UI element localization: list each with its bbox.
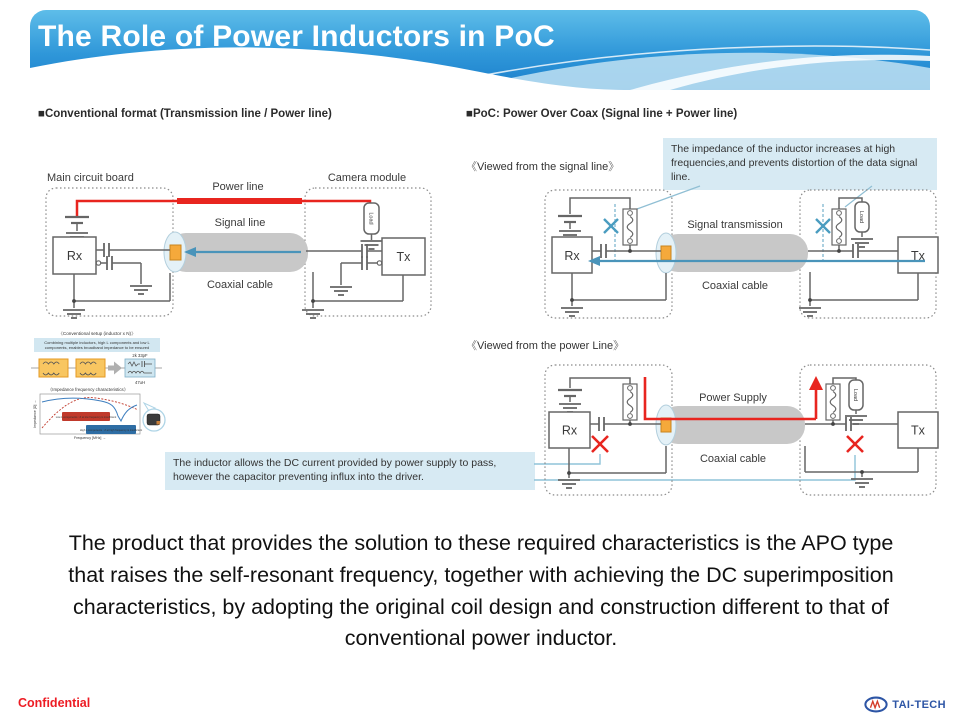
rx-label: Rx (561, 423, 578, 438)
capacitor-icon (846, 417, 851, 431)
coax-center-pin (661, 246, 671, 260)
capacitor-icon (599, 417, 604, 431)
ground-icon (851, 239, 873, 247)
ground-icon (361, 241, 383, 249)
slide-title: The Role of Power Inductors in PoC (38, 20, 555, 53)
inductor-block-icon (39, 359, 68, 377)
signal-view-callout: The impedance of the inductor increases at high frequencies,and prevents distortion of the data signal line. (663, 138, 937, 190)
capacitor-icon (362, 256, 367, 270)
power-line-label: Power line (212, 181, 264, 193)
high-l-label: High L components : Z at high frequency is insufficient (79, 428, 143, 432)
signal-line-label: Signal line (214, 217, 266, 229)
inset-title: 《Conventional setup (inductor x N)》 (58, 331, 136, 336)
poc-section-heading: ■PoC: Power Over Coax (Signal line + Power line) (466, 108, 738, 120)
inductor-icon (826, 384, 840, 420)
power-view-diagram (534, 365, 938, 495)
inductor-icon (623, 384, 637, 420)
capacitor-icon (107, 256, 112, 270)
rx-label: Rx (564, 249, 580, 263)
tx-label: Tx (911, 249, 925, 263)
chart-y-axis-label: Impedance [Ω] → (33, 399, 37, 429)
coax-cable-label: Coaxial cable (206, 279, 274, 291)
camera-module-label: Camera module (327, 172, 407, 184)
confidential-label: Confidential (18, 696, 91, 710)
ground-icon (330, 287, 352, 295)
circuit-diagrams (0, 95, 960, 515)
body-paragraph: The product that provides the solution to these required characteristics is the APO type that raises the self-resonant frequency, together with achieving the DC superimposition characteristics, by adopting the original coil design and construction different to that of conventional power inductor. (68, 531, 894, 651)
ground-icon (799, 308, 821, 316)
power-supply-label: Power Supply (699, 392, 767, 404)
capacitor-icon (853, 244, 858, 258)
power-view-caption: 《Viewed from the power Line》 (466, 340, 625, 352)
main-board-label: Main circuit board (47, 172, 134, 184)
blocked-x-icon (592, 436, 608, 452)
signal-view-caption: 《Viewed from the signal line》 (466, 161, 620, 173)
load-label: Load (367, 212, 374, 225)
battery-icon (65, 217, 89, 223)
slide-header (30, 10, 930, 90)
capacitor-icon (362, 244, 367, 258)
load-label: Load (858, 210, 864, 224)
inductor-icon (832, 209, 846, 245)
logo-text: TAI-TECH (892, 698, 946, 711)
impedance-chart (33, 394, 142, 440)
inset-note-line2: components, enables broadband impedance to be ensured (44, 345, 150, 350)
tx-label: Tx (396, 250, 411, 264)
coax-center-pin (170, 245, 181, 260)
load-label: Load (852, 388, 858, 402)
coax-cable-label: Coaxial cable (699, 453, 767, 465)
ground-icon (130, 286, 152, 294)
ground-icon (561, 308, 583, 316)
inductor-icon (623, 209, 637, 245)
company-logo (864, 696, 946, 713)
signal-view-diagram (545, 186, 938, 318)
blocked-x-icon (847, 436, 863, 452)
low-l-label: Low L components : Z at low frequency is insufficient (55, 415, 117, 419)
rx-label: Rx (66, 249, 83, 263)
capacitor-icon (104, 243, 109, 257)
inset-note-line1: Combining multiple inductors, high L components and low L (44, 340, 150, 345)
inset-infographic (26, 328, 168, 442)
coax-cable-graphic (656, 233, 808, 273)
chart-x-axis-label: Frequency [MHz] → (74, 436, 106, 440)
battery-icon (558, 216, 582, 222)
inset-l-value: 47uH (134, 380, 146, 385)
conventional-diagram (46, 172, 431, 318)
coax-cable-label: Coaxial cable (701, 280, 769, 292)
power-line-wire (77, 201, 370, 217)
tx-label: Tx (911, 423, 925, 438)
logo-globe-icon (864, 696, 888, 713)
conventional-section-heading: ■Conventional format (Transmission line / Power line) (38, 108, 332, 120)
ground-icon (63, 310, 85, 318)
inductor-block-icon (76, 359, 105, 377)
apo-block-icon (125, 359, 155, 377)
ground-icon (558, 480, 580, 488)
capacitor-icon (601, 244, 606, 258)
ground-icon (845, 416, 867, 424)
blocked-x-icon (604, 219, 618, 233)
inset-chart-title: 《Impedance frequency characteristics》 (47, 387, 129, 392)
arrow-right-icon (108, 362, 122, 375)
ground-icon (302, 310, 324, 318)
battery-icon (558, 390, 582, 396)
inset-rc-value: 2k 33pF (132, 353, 148, 358)
ground-icon (559, 404, 581, 412)
power-view-callout: The inductor allows the DC current provided by power supply to pass, however the capacitor preventing influx into the driver. (165, 452, 535, 490)
coax-cable-graphic (656, 405, 805, 445)
chip-component-callout (143, 403, 165, 431)
signal-transmission-label: Signal transmission (687, 219, 783, 231)
